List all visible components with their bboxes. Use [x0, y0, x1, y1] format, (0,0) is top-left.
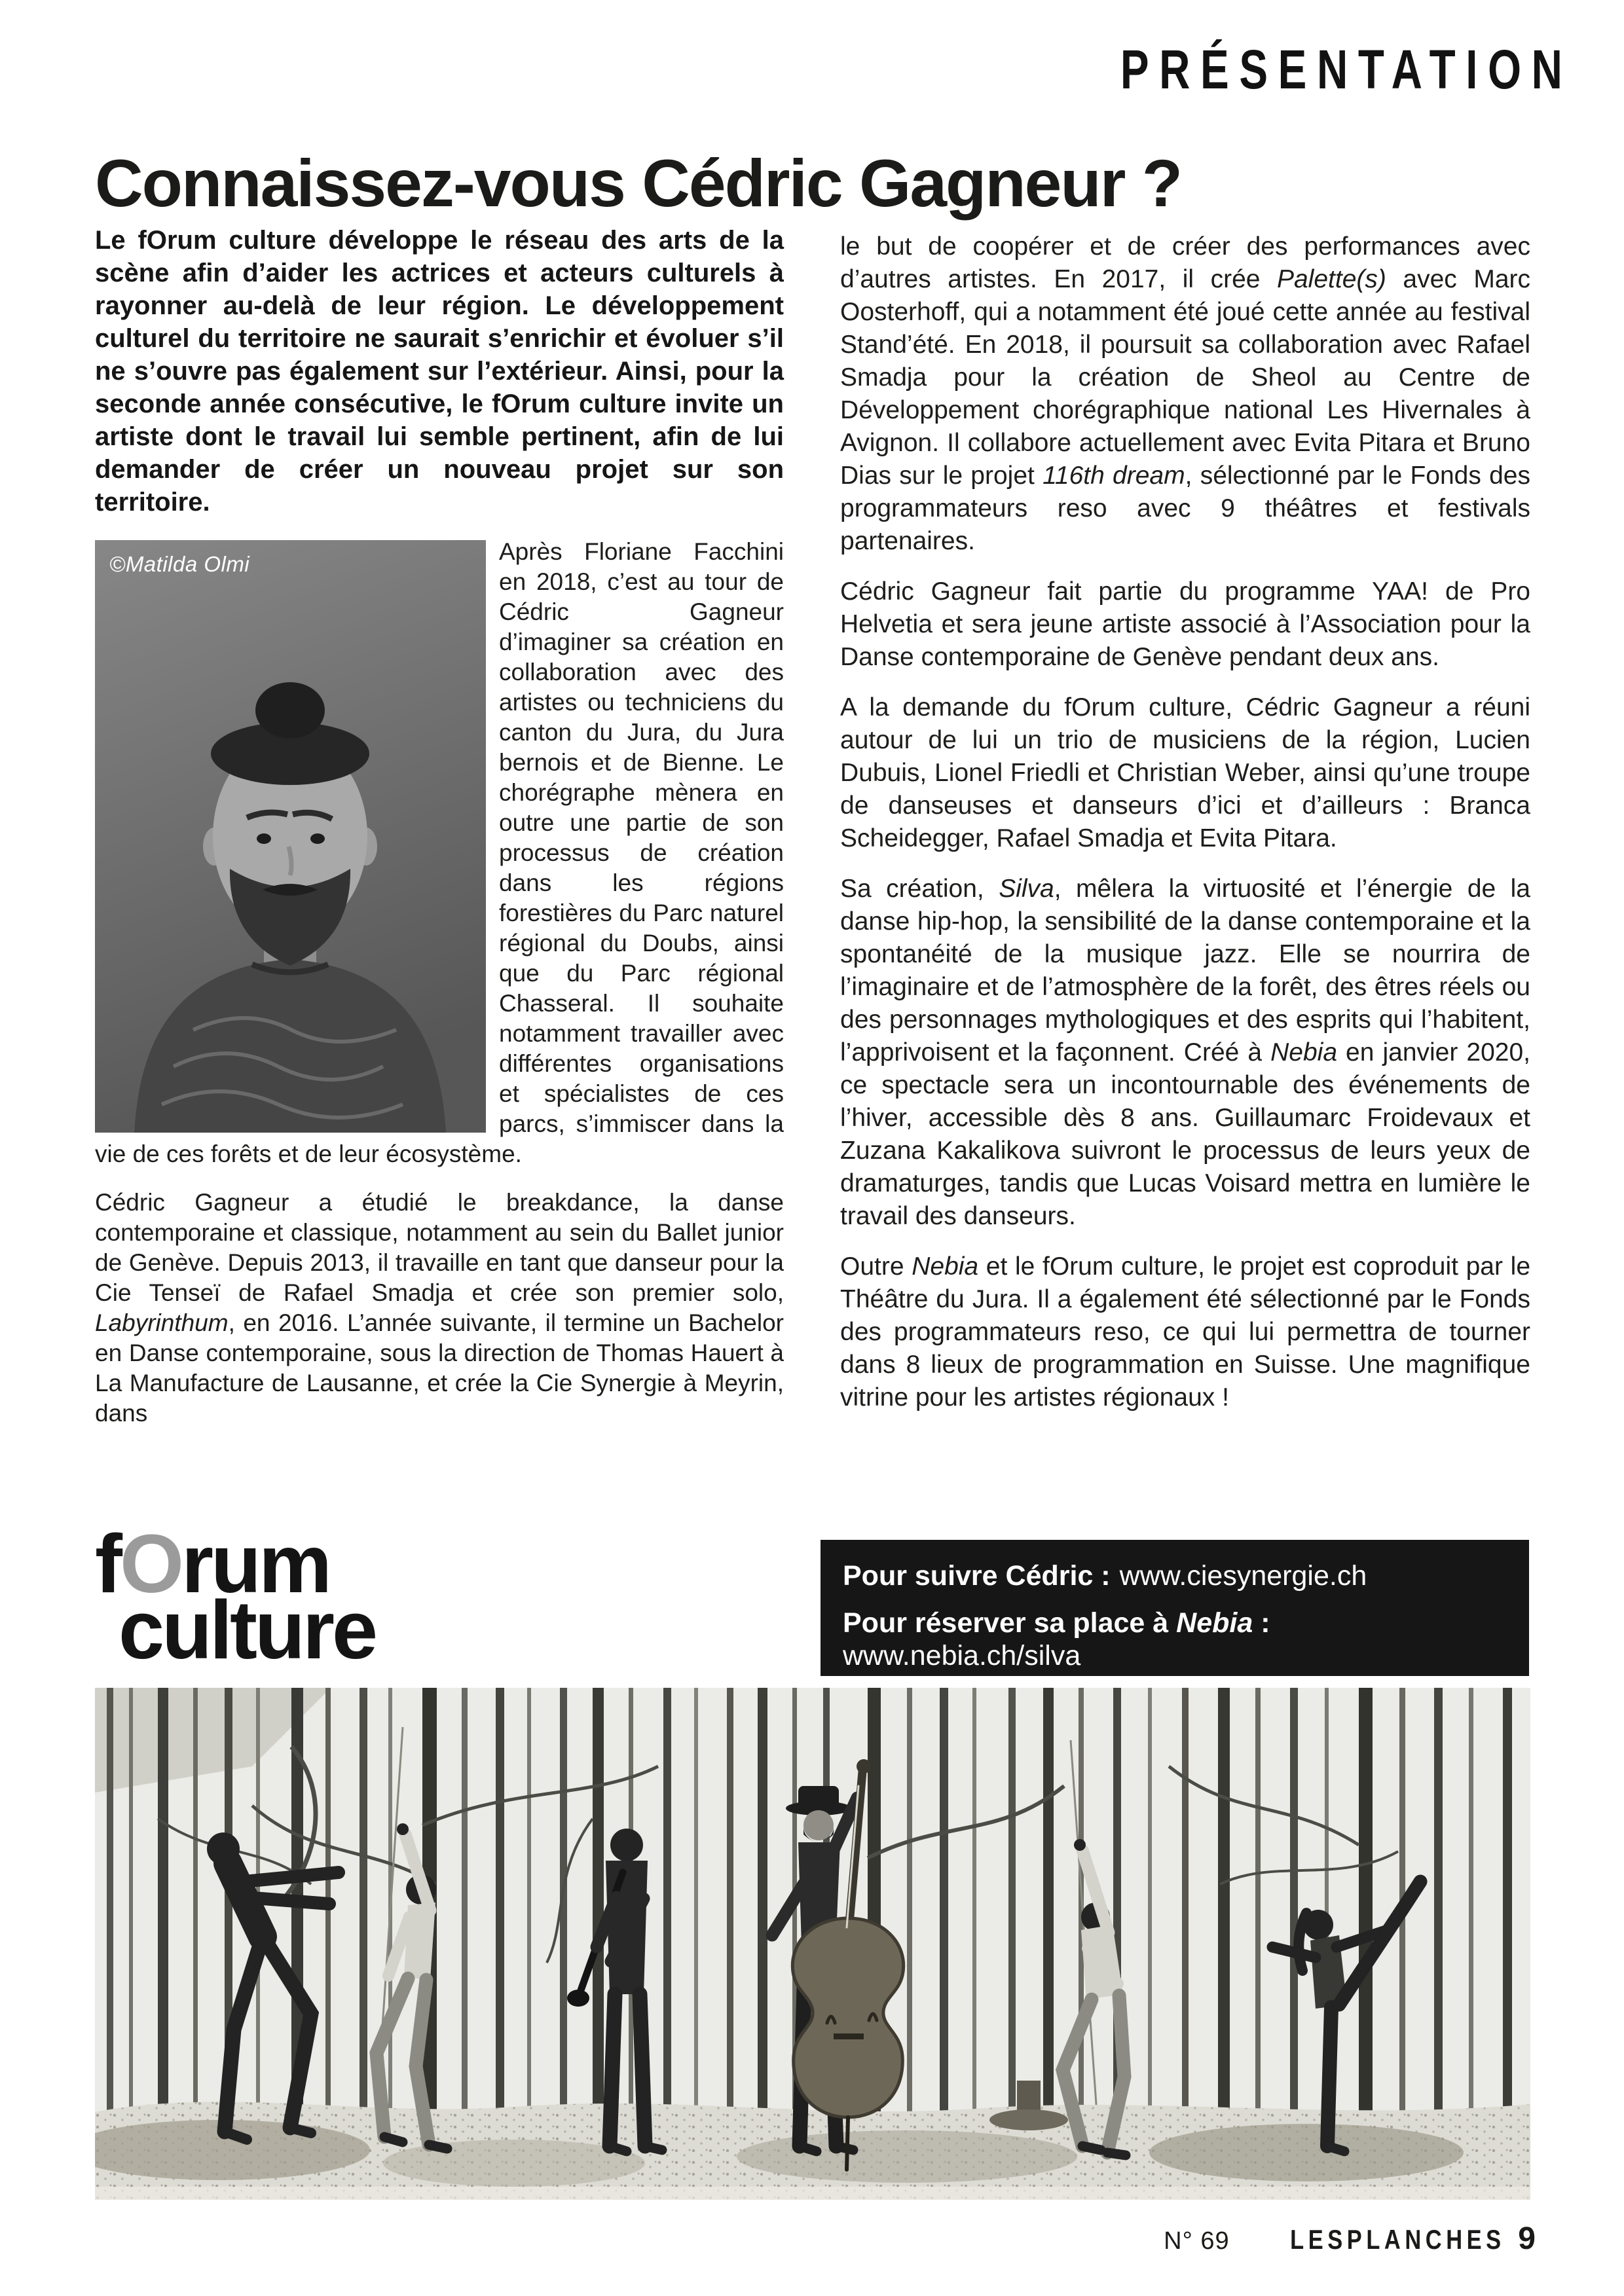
booking-label-text: Pour réserver sa place à	[843, 1607, 1177, 1639]
page-number: 9	[1518, 2221, 1536, 2256]
work-title-italic: Silva	[999, 875, 1054, 903]
logo-text-rum: rum	[181, 1518, 330, 1610]
paragraph-text: , sélectionné par le Fonds des programmateurs reso avec 9 théâtres et festivals partenaires.	[840, 462, 1530, 555]
paragraph	[840, 230, 1530, 558]
logo-text-culture: culture	[119, 1584, 376, 1676]
paragraph-text: Cédric Gagneur a étudié le breakdance, la danse contemporaine et classique, notamment au sein du Ballet junior de Genève. Depuis 2013, il travaille en tant que danseur pour la Cie Tenseï de Rafael Smadja et crée son premier solo,	[95, 1189, 784, 1306]
paragraph-text: le but de coopérer et de créer des performances avec d’autres artistes. En 2017, il crée	[840, 232, 1530, 293]
ciesynergie-link[interactable]: www.ciesynergie.ch	[1119, 1560, 1367, 1592]
portrait-photo	[95, 540, 486, 1133]
paragraph	[95, 1188, 784, 1429]
intro-paragraph: Le fOrum culture développe le réseau des arts de la scène afin d’aider les actrices et acteurs culturels à rayonner au-delà de leur région. Le développement culturel du territoire ne saurait s’enrichir et évoluer s’il ne s’ouvre pas également sur l’extérieur. Ainsi, pour la seconde année consécutive, le fOrum culture invite un artiste dont le travail lui semble pertinent, afin de lui demander de créer un nouveau projet sur son territoire.	[95, 226, 784, 517]
page-footer	[1164, 2221, 1536, 2257]
paragraph-text: Sa création,	[840, 875, 999, 903]
forum-culture-logo	[95, 1518, 376, 1676]
left-column	[95, 224, 784, 1429]
section-label: PRÉSENTATION	[1120, 39, 1573, 100]
follow-row	[843, 1559, 1507, 1592]
booking-label-colon: :	[1253, 1607, 1270, 1639]
paragraph-text: Après Floriane Facchini en 2018, c’est au tour de Cédric Gagneur d’imaginer sa création en collaboration avec des artistes ou techniciens du canton du Jura, du Jura bernois et de Bienne. Le chorégraphe mènera en outre une partie de son processus de création dans les régions forestières du Parc naturel régional du Doubs, ainsi que du Parc régional Chasseral. Il souhaite notamment travailler avec différentes organisations et spécialistes de ces parcs, s’immiscer dans la vie de ces forêts et de leur écosystème.	[95, 538, 784, 1167]
paragraph: Cédric Gagneur fait partie du programme YAA! de Pro Helvetia et sera jeune artiste associé à l’Association pour la Danse contemporaine de Genève pendant deux ans.	[840, 577, 1530, 671]
paragraph: A la demande du fOrum culture, Cédric Gagneur a réuni autour de lui un trio de musiciens de la région, Lucien Dubuis, Lionel Friedli et Christian Weber, ainsi qu’une troupe de danseuses et danseurs d’ici et d’ailleurs : Branca Scheidegger, Rafael Smadja et Evita Pitara.	[840, 693, 1530, 852]
page-title: Connaissez-vous Cédric Gagneur ?	[95, 146, 1182, 221]
work-title-italic: Palette(s)	[1276, 265, 1386, 293]
photo-credit: ©Matilda Olmi	[109, 552, 250, 576]
ensemble-photo	[95, 1688, 1530, 2200]
photo-paragraph	[95, 537, 784, 1169]
work-title-italic: 116th dream	[1043, 462, 1185, 490]
issue-number: N° 69	[1164, 2227, 1230, 2255]
paragraph-text: et le fOrum culture, le projet est coproduit par le Théâtre du Jura. Il a également été sélectionné par le Fonds des programmateurs reso, ce qui lui permettra de tourner dans 8 lieux de programmation en Suisse. Une magnifique vitrine pour les artistes régionaux !	[840, 1252, 1531, 1412]
magazine-name: LESPLANCHES	[1289, 2224, 1505, 2255]
logo-letter-f: f	[95, 1518, 120, 1610]
paragraph-text: , en 2016. L’année suivante, il termine un Bachelor en Danse contemporaine, sous la direction de Thomas Hauert à La Manufacture de Lausanne, et crée la Cie Synergie à Meyrin, dans	[95, 1309, 784, 1427]
paragraph	[840, 1250, 1530, 1414]
follow-label: Pour suivre Cédric :	[843, 1560, 1111, 1592]
paragraph-text: , mêlera la virtuosité et l’énergie de la danse hip-hop, la sensibilité de la danse contemporaine et la spontanéité de la musique jazz. Elle se nourrira de l’imaginaire et de l’atmosphère de la forêt, des êtres réels ou des personnages mythologiques et des esprits qui l’habitent, l’apprivoisent et la façonnent. Créé à	[840, 875, 1530, 1066]
paragraph	[840, 873, 1530, 1233]
logo-letter-o: O	[119, 1518, 181, 1610]
work-title-italic: Labyrinthum	[95, 1309, 229, 1336]
right-column	[840, 230, 1530, 1432]
venue-name-italic: Nebia	[912, 1252, 979, 1281]
portrait-illustration	[95, 540, 486, 1133]
nebia-link[interactable]: www.nebia.ch/silva	[843, 1640, 1081, 1671]
forest-scene-illustration	[95, 1688, 1530, 2200]
booking-label	[843, 1607, 1270, 1639]
paragraph-text: avec Marc Oosterhoff, qui a notamment été joué cette année au festival Stand’été. En 2018, il poursuit sa collaboration avec Rafael Smadja pour la création de Sheol au Centre de Développement chorégraphique national Les Hivernales à Avignon. Il collabore actuellement avec Evita Pitara et Bruno Dias sur le projet	[840, 265, 1531, 490]
booking-row	[843, 1607, 1507, 1639]
venue-name-italic: Nebia	[1176, 1607, 1253, 1639]
venue-name-italic: Nebia	[1270, 1038, 1338, 1066]
links-box	[821, 1540, 1529, 1676]
paragraph-text: en janvier 2020, ce spectacle sera un incontournable des événements de l’hiver, accessible dès 8 ans. Guillaumarc Froidevaux et Zuzana Kakalikova suivront le processus de leurs yeux de dramaturges, tandis que Lucas Voisard mettra en lumière le travail des danseurs.	[840, 1038, 1530, 1230]
paragraph-text: Outre	[840, 1252, 912, 1281]
